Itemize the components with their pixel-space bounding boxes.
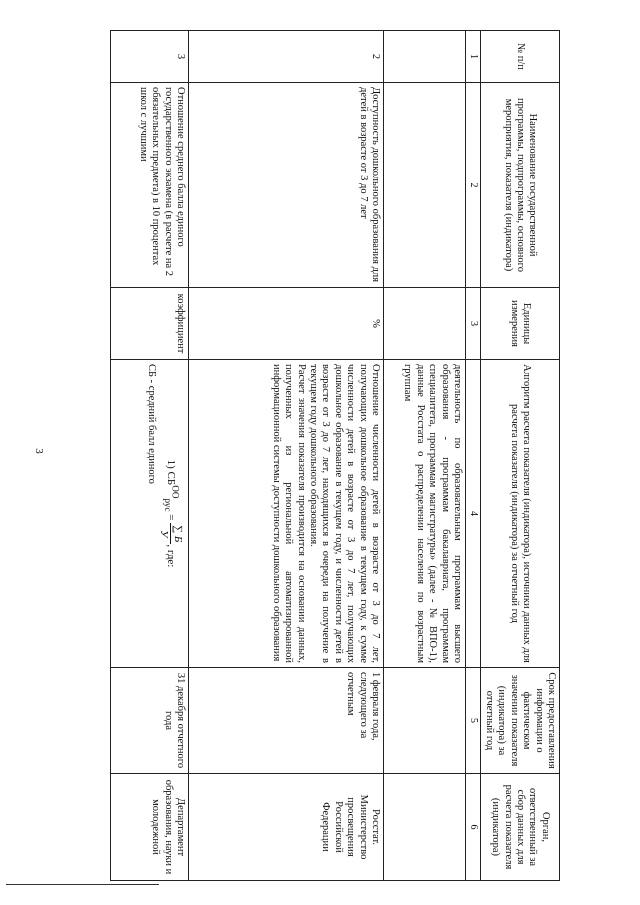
header-row — [480, 31, 559, 881]
col-index: 6 — [465, 774, 480, 881]
header-name: Наименование государственной программы, подпрограммы, основного мероприятия, показателя (индикатора) — [480, 83, 559, 288]
table-row — [110, 31, 188, 881]
header-deadline: Срок предоставления информации о фактическом значении показателя (индикатора) за отчетный год — [480, 668, 559, 774]
table-row — [188, 31, 383, 881]
formula-fraction — [157, 523, 184, 544]
row-algorithm: деятельность по образовательным программам высшего образования - программам бакалавриата, программам специалитета, программам магистратуры» (далее - № ВПО-1), данные Росстата о распределении населения по возрастным группам — [383, 360, 465, 668]
formula-eq: = — [164, 511, 177, 524]
indicator-table — [110, 30, 560, 881]
row-organ — [383, 774, 465, 881]
algorithm-text: Отношение численности детей в возрасте от 3 до 7 лет, получающих дошкольное образование в текущем году, к сумме численности детей в возрасте от 3 до 7 лет, получающих дошкольное образование в текущем году, и численности детей в возрасте от 3 до 7 лет, находящихся в очереди на получение в текущем году дошкольного образования. — [308, 364, 381, 663]
row-num — [383, 31, 465, 83]
col-index: 4 — [465, 360, 480, 668]
rotated-table-container — [65, 30, 560, 880]
formula-suffix: , где: — [164, 544, 177, 568]
formula-prefix: 1) СБ — [164, 459, 177, 486]
row-num: 3 — [110, 31, 188, 83]
row-deadline: 31 декабря отчетного года — [110, 668, 188, 774]
row-name — [383, 83, 465, 288]
header-unit: Единицы измерения — [480, 288, 559, 360]
col-index: 5 — [465, 668, 480, 774]
formula — [157, 364, 184, 663]
formula-denominator: У — [157, 530, 170, 538]
header-algorithm: Алгоритм расчета показателя (индикатора), источники данных для расчета показателя (индикатора) за отчетный год — [480, 360, 559, 668]
column-index-row — [465, 31, 480, 881]
col-index: 1 — [465, 31, 480, 83]
col-index: 3 — [465, 288, 480, 360]
row-algorithm — [188, 360, 383, 668]
footnote-separator — [6, 884, 159, 885]
formula-sub: рус — [162, 498, 173, 512]
row-name: Отношение среднего балла единого государственного экзамена (в расчете на 2 обязательных предмета) в 10 процентах школ с лучшими — [110, 83, 188, 288]
row-deadline: 1 февраля года, следующего за отчетным — [188, 668, 383, 774]
row-num: 2 — [188, 31, 383, 83]
header-organ: Орган, ответственный за сбор данных для расчета показателя (индикатора) — [480, 774, 559, 881]
row-unit: коэффициент — [110, 288, 188, 360]
row-organ: Департамент образования, науки и молодежной — [110, 774, 188, 881]
algorithm-text: Расчет значения показателя производится на основании данных, полученных из региональной автоматизированной информационной системы доступности дошкольного образования — [270, 364, 307, 663]
table-row — [383, 31, 465, 881]
row-name: Доступность дошкольного образования для детей в возрасте от 3 до 7 лет — [188, 83, 383, 288]
page-number: 3 — [32, 448, 45, 454]
row-organ: Росстат. Министерство просвещения Российской Федерации — [188, 774, 383, 881]
row-unit — [383, 288, 465, 360]
formula-numerator: ∑ Б — [171, 525, 184, 543]
header-num: № п/п — [480, 31, 559, 83]
formula-sup: OO — [170, 485, 181, 499]
row-unit: % — [188, 288, 383, 360]
col-index: 2 — [465, 83, 480, 288]
row-deadline — [383, 668, 465, 774]
algorithm-text: СБ - средний балл единого — [146, 364, 158, 484]
row-algorithm — [110, 360, 188, 668]
